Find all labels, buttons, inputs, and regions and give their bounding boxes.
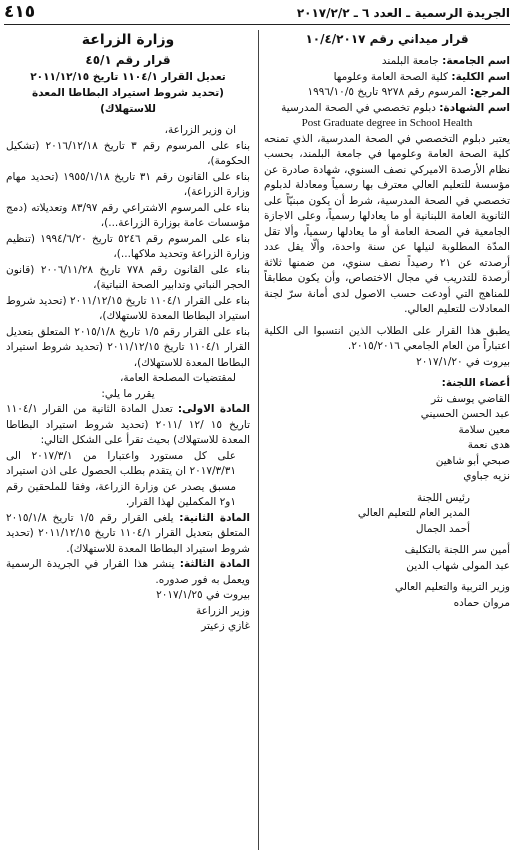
amendment-title: تعديل القرار ١١٠٤/١ تاريخ ٢٠١١/١٢/١٥ [30,71,226,83]
member-name: هدى نعمة [467,439,510,451]
decision-title: قرار ميداني رقم ١٠/٤/٢٠١٧ [305,32,469,46]
secretary-title: أمين سر اللجنة بالتكليف [404,544,510,556]
article-2-label: المادة الثانية: [179,511,250,524]
fields-list [264,54,510,116]
member-name: عبد الحسن الحسيني [420,408,510,420]
article-2-text: يلغى القرار رقم ١/٥ تاريخ ٢٠١٥/١/٨ المتعلق بتعديل القرار ١١٠٤/١ تاريخ ٢٠١١/١٢/١٥ (تحديد شروط استيراد البطاطا المعدة للاستهلاك). [6,511,250,555]
page-number: ٤١٥ [4,2,36,22]
right-column [264,30,510,611]
consideration-item: بناء على المرسوم رقم ٥٢٤٦ تاريخ ١٩٩٤/٦/٢٠ (تنظيم وزارة الزراعة وتحديد ملاكها...)، [6,232,251,260]
article-1 [6,402,250,449]
committee-members [264,392,510,485]
secretary-name: عبد المولى شهاب الدين [406,559,510,572]
chair-title: رئيس اللجنة [416,491,470,504]
public-interest: لمقتضيات المصلحة العامة، [120,372,236,384]
field-value: المرسوم رقم ٩٢٧٨ تاريخ ١٩٩٦/١٠/٥ [307,86,470,98]
consideration-item: بناء على المرسوم رقم ٣ تاريخ ٢٠١٦/١٢/١٨ (تشكيل الحكومة)، [6,139,250,167]
field-value: دبلوم تخصصي في الصحة المدرسية [281,101,440,114]
page-header [4,2,510,25]
consideration-item: بناء على القانون رقم ٧٧٨ تاريخ ٢٠٠٦/١١/٢٨ (قانون الحجر النباتي وتدابير الصحة النباتية)، [6,263,250,291]
member-name: القاضي يوسف نثر [431,392,510,405]
consideration-item: بناء على القرار رقم ١/٥ تاريخ ٢٠١٥/١/٨ المتعلق بتعديل القرار ١١٠٤/١ تاريخ ٢٠١١/١٢/١٥ (تحديد شروط استيراد البطاطا المعدة للاستهلاك)، [6,325,250,369]
ministry-title: وزارة الزراعة [81,32,175,48]
chair-role: المدير العام للتعليم العالي [357,507,470,519]
left-column [6,30,250,635]
field-row [264,101,510,117]
field-label: اسم الشهادة: [439,101,510,114]
english-title: Post Graduate degree in School Health [301,117,473,129]
decides-line: يقرر ما يلي: [101,387,155,400]
minister-title: وزير التربية والتعليم العالي [394,581,510,593]
field-label: اسم الكلية: [451,70,510,83]
article-2 [6,511,250,558]
place-date: بيروت في ٢٠١٧/١/٢٠ [416,355,510,368]
committee-heading: أعضاء اللجنة: [441,377,510,389]
minister-name: مروان حماده [453,596,510,609]
place-date-left: بيروت في ٢٠١٧/١/٢٥ [156,589,250,601]
member-name: نزيه جباوي [463,470,510,482]
consideration-item: بناء على القرار ١١٠٤/١ تاريخ ٢٠١١/١٢/١٥ (تحديد شروط استيراد البطاطا المعدة للاستهلاك)، [6,294,250,322]
field-label: المرجع: [469,86,510,98]
article-1-text: تعدل المادة الثانية من القرار ١١٠٤/١ تاريخ ١٥ /١٢ /٢٠١١ (تحديد شروط استيراد البطاطا المعدة للاستهلاك) بحيث تقرأ على الشكل التالي: [6,403,250,446]
intro-line: ان وزير الزراعة، [164,124,236,136]
consideration-item: بناء على القانون رقم ٣١ تاريخ ١٩٥٥/١/١٨ (تحديد مهام وزارة الزراعة)، [6,170,250,198]
field-label: اسم الجامعة: [442,55,510,67]
column-divider [258,30,259,850]
body-paragraph: يعتبر دبلوم التخصصي في الصحة المدرسية، الذي تمنحه كلية الصحة العامة وعلومها في جامعة البلمند، بحسب نظام الأرصدة الاميركي نصف السنوي، شهادة صادرة عن مؤسسة للتعليم العالي معترف بها رسمياً ومعادلة لدبلوم تخصصي في الصحة المدرسية، شرط أن يكون مبنيّاً على الثانوية العامة اللبنانية أو ما يعادلها رسمياً، وعلى الاجازة الجامعية في الصحة العامة أو ما يعادلها رسمياً، وألا تقل المدّة المطلوبة لنيلها عن سنة واحدة، وألّا يقل عدد أرصدته عن ٢١ رصيداً نصف سنوي، من ضمنها ثلاثة أرصدة للتدريب في مجال الاختصاص، وأن يكون مطابقاً للمناهج التي أودعت حسب الاصول لدى أمانة سرّ لجنة المعادلات للتعليم العالي. [264,132,510,315]
article-1-quote: على كل مستورد واعتبارا من ٢٠١٧/٣/١ الى ٢٠١٧/٣/٣١ ان يتقدم بطلب الحصول على اذن استيراد مسبق يصدر عن وزارة الزراعة، وفقا للملحقين رقم ١و٢ المكملين لهذا القرار. [6,449,236,508]
article-1-label: المادة الاولى: [177,403,251,415]
signer-title: وزير الزراعة [196,604,250,617]
member-name: معين سلامة [458,423,510,436]
article-3-label: المادة الثالثة: [179,558,250,570]
considerations-list [6,139,250,372]
signer-name: غازي زعيتر [201,620,250,632]
running-title: الجريدة الرسمية ـ العدد ٦ ـ ٢٠١٧/٢/٢ [296,6,510,20]
apply-paragraph: يطبق هذا القرار على الطلاب الذين انتسبوا الى الكلية اعتباراً من العام الجامعي ٢٠١٥/٢٠١٦. [264,324,510,352]
field-row [264,70,510,86]
field-value: كلية الصحة العامة وعلومها [333,70,452,83]
field-value: جامعة البلمند [381,55,443,67]
article-3-text: ينشر هذا القرار في الجريدة الرسمية ويعمل به فور صدوره. [6,558,250,586]
consideration-item: بناء على المرسوم الاشتراعي رقم ٨٣/٩٧ وتعديلاته (دمج مؤسسات عامة بوزارة الزراعة...)، [6,201,250,229]
field-row [264,85,510,101]
amendment-subtitle: (تحديد شروط استيراد البطاطا المعدة للاستهلاك) [32,87,224,115]
field-row [264,54,510,70]
member-name: صبحي أبو شاهين [435,454,510,467]
article-3 [6,557,250,588]
chair-name: أحمد الجمال [415,522,470,535]
decision-number: قرار رقم ٤٥/١ [85,53,171,67]
